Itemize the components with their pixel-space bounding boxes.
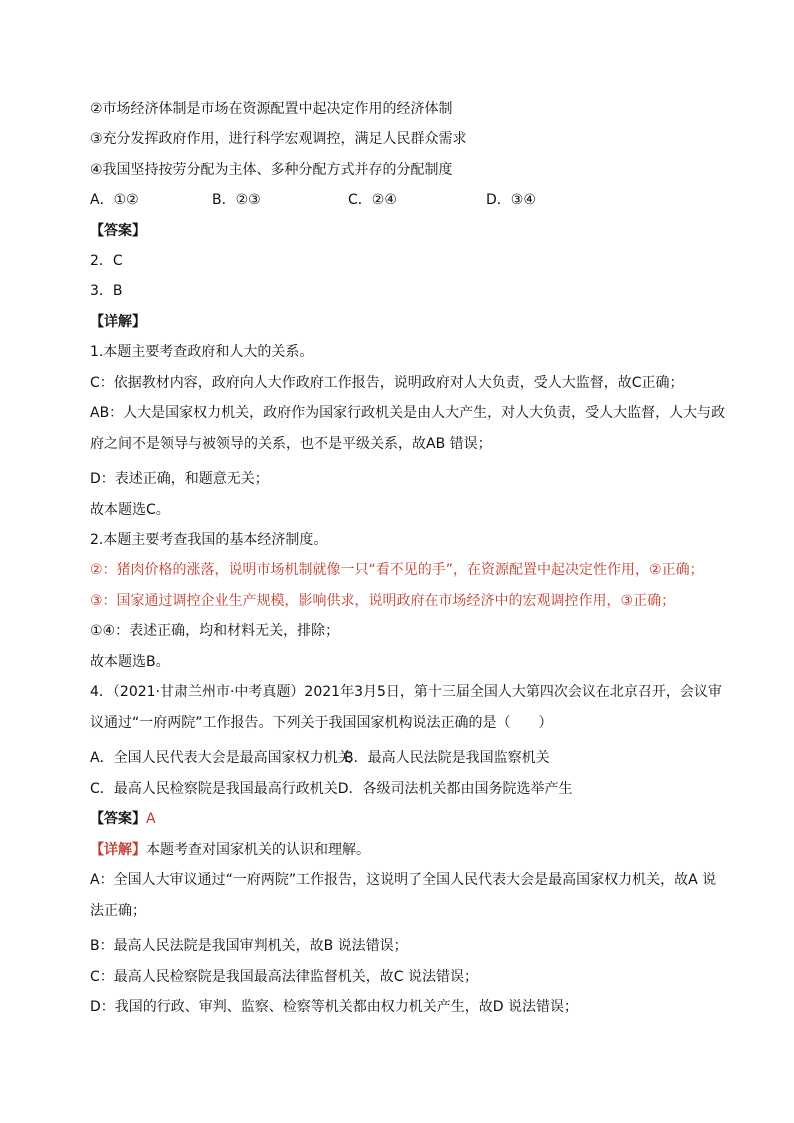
q4-answer xyxy=(90,809,730,830)
answer-3: 3．B xyxy=(90,283,123,300)
statement-3: ③充分发挥政府作用，进行科学宏观调控，满足人民群众需求 xyxy=(90,131,467,148)
q4-detail xyxy=(90,840,730,861)
statement-2: ②市场经济体制是市场在资源配置中起决定作用的经济体制 xyxy=(90,101,453,117)
detail-1-ab: AB：人大是国家权力机关，政府作为国家行政机关是由人大产生，对人大负责，受人大监督，人大与政府之间不是领导与被领导的关系，也不是平级关系，故AB 错误； xyxy=(90,404,726,452)
detail-1-title: 1.本题主要考查政府和人大的关系。 xyxy=(90,344,314,361)
option-c: C．②④ xyxy=(348,192,397,209)
q4-detail-heading: 【详解】 xyxy=(90,841,146,858)
q4-explain-a: A：全国人大审议通过“一府两院”工作报告，这说明了全国人民代表大会是最高国家权力机关，故A 说法正确； xyxy=(90,871,717,919)
detail-1-conclusion: 故本题选C。 xyxy=(90,501,170,518)
detail-2-conclusion: 故本题选B。 xyxy=(90,653,170,670)
options-row xyxy=(90,190,730,211)
document-body xyxy=(90,99,730,1028)
detail-2-item-3: ③：国家通过调控企业生产规模，影响供求，说明政府在市场经济中的宏观调控作用，③正确； xyxy=(90,592,676,609)
q4-option-a: A．全国人民代表大会是最高国家权力机关 xyxy=(90,750,352,767)
detail-1-c: C：依据教材内容，政府向人大作政府工作报告，说明政府对人大负责，受人大监督，故C正确； xyxy=(90,374,684,391)
detail-2-title: 2.本题主要考查我国的基本经济制度。 xyxy=(90,532,328,549)
detail-2-item-14: ①④：表述正确，均和材料无关，排除； xyxy=(90,623,340,640)
detail-heading: 【详解】 xyxy=(90,313,146,330)
statement-4: ④我国坚持按劳分配为主体、多种分配方式并存的分配制度 xyxy=(90,161,453,178)
q4-option-d: D．各级司法机关都由国务院选举产生 xyxy=(337,780,573,797)
q4-answer-heading: 【答案】 xyxy=(90,811,146,828)
option-a: A．①② xyxy=(90,192,139,209)
question-4: 4．（2021·甘肃兰州市·中考真题）2021年3月5日，第十三届全国人大第四次会议在北京召开，会议审议通过“一府两院”工作报告。下列关于我国国家机构说法正确的是（ ） xyxy=(90,684,722,732)
q4-explain-d: D：我国的行政、审判、监察、检察等机关都由权力机关产生，故D 说法错误； xyxy=(90,999,579,1016)
q4-explain-b: B：最高人民法院是我国审判机关，故B 说法错误； xyxy=(90,938,408,955)
detail-1-d: D：表述正确，和题意无关； xyxy=(90,471,269,488)
q4-option-c: C．最高人民检察院是我国最高行政机关 xyxy=(90,780,338,797)
q4-answer-value: A xyxy=(146,811,156,828)
q4-option-b: B．最高人民法院是我国监察机关 xyxy=(344,750,550,767)
option-b: B．②③ xyxy=(212,192,261,209)
q4-options-row-1 xyxy=(90,748,730,769)
option-d: D．③④ xyxy=(486,192,536,209)
q4-explain-c: C：最高人民检察院是我国最高法律监督机关，故C 说法错误； xyxy=(90,968,478,985)
detail-2-item-2: ②：猪肉价格的涨落，说明市场机制就像一只“看不见的手”，在资源配置中起决定性作用，②正确； xyxy=(90,562,704,579)
answer-2: 2．C xyxy=(90,252,123,269)
q4-detail-text: 本题考查对国家机关的认识和理解。 xyxy=(146,841,370,858)
answer-heading: 【答案】 xyxy=(90,222,146,239)
q4-options-row-2 xyxy=(90,779,730,800)
